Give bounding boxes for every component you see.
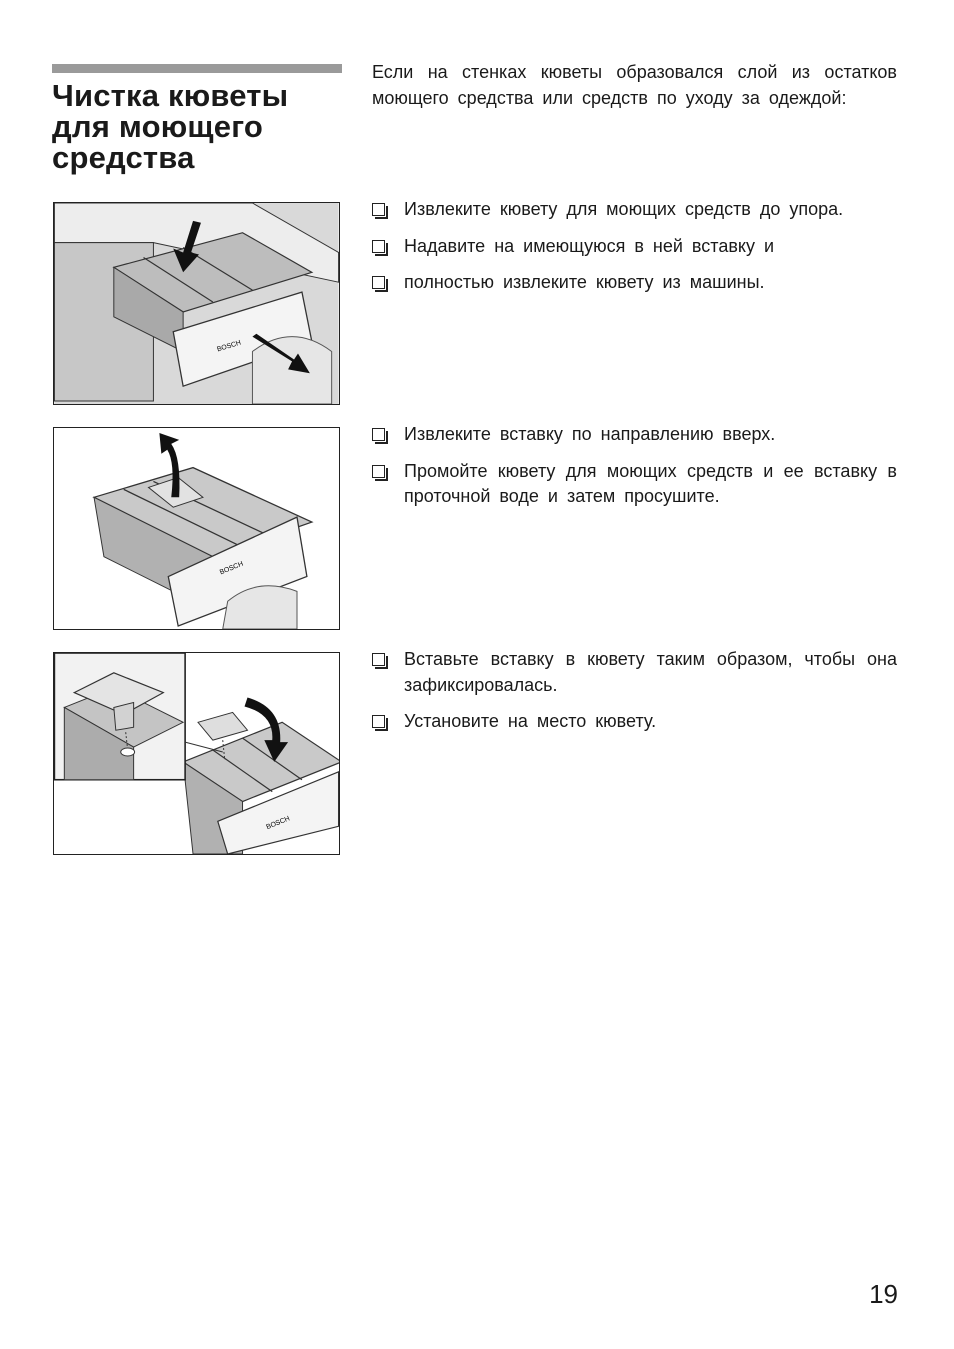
drawer-illustration-3 — [54, 653, 339, 854]
checkbox-bullet-icon — [372, 465, 385, 478]
list-item: Вставьте вставку в кювету таким образом, чтобы она зафиксировалась. — [372, 647, 897, 698]
checkbox-bullet-icon — [372, 276, 385, 289]
heading-rule — [52, 64, 342, 73]
list-item: Промойте кювету для моющих средств и ее вставку в проточной воде и затем просушите. — [372, 459, 897, 510]
step-list-3 — [372, 647, 897, 746]
brand-label: BOSCH — [265, 815, 291, 832]
list-item: Извлеките кювету для моющих средств до упора. — [372, 197, 897, 223]
brand-label: BOSCH — [216, 339, 242, 354]
figure-insert-lock — [53, 652, 340, 855]
step-list-1 — [372, 197, 897, 307]
checkbox-bullet-icon — [372, 428, 385, 441]
step-list-2 — [372, 422, 897, 521]
brand-label: BOSCH — [218, 560, 245, 577]
checkbox-bullet-icon — [372, 240, 385, 253]
title-line-2: для моющего — [52, 109, 264, 144]
checkbox-bullet-icon — [372, 715, 385, 728]
checkbox-bullet-icon — [372, 653, 385, 666]
drawer-illustration-1 — [54, 203, 339, 404]
list-item: Надавите на имеющуюся в ней вставку и — [372, 234, 897, 260]
figure-pull-out-drawer — [53, 202, 340, 405]
title-line-1: Чистка кюветы — [52, 78, 289, 113]
list-item: полностью извлеките кювету из машины. — [372, 270, 897, 296]
drawer-illustration-2 — [54, 428, 339, 629]
page-title — [52, 80, 352, 173]
list-item: Установите на место кювету. — [372, 709, 897, 735]
page-number: 19 — [869, 1279, 898, 1309]
checkbox-bullet-icon — [372, 203, 385, 216]
list-item: Извлеките вставку по направлению вверх. — [372, 422, 897, 448]
intro-paragraph: Если на стенках кюветы образовался слой из остатков моющего средства или средств по уходу за одеждой: — [372, 62, 897, 108]
figure-remove-insert — [53, 427, 340, 630]
title-line-3: средства — [52, 140, 195, 175]
